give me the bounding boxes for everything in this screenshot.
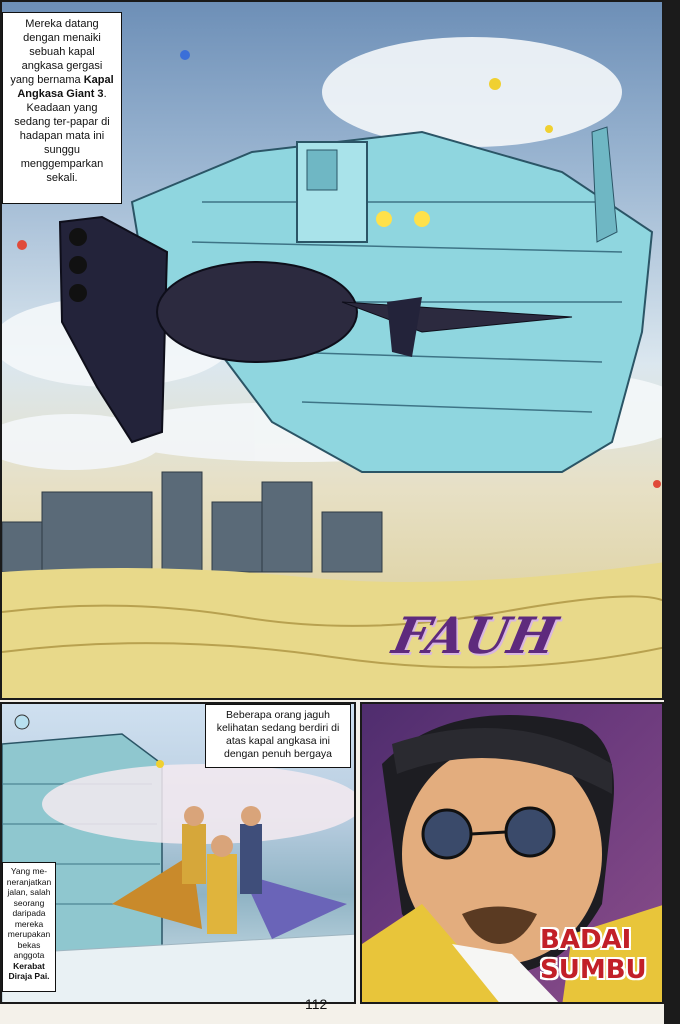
caption-leader-text: Yang me-neranjatkan jalan, salah seorang daripada mereka merupakan bekas anggota [6,866,52,960]
page-edge-shadow [664,0,680,1024]
caption-arrival-ship-name: Kapal Angkasa Giant 3 [17,74,114,100]
caption-leader [2,862,56,992]
caption-people: Beberapa orang jaguh kelihatan sedang berdiri di atas kapal angkasa ini dengan penuh bergaya [205,704,351,768]
caption-arrival [2,12,122,204]
caption-arrival-intro: Mereka datang dengan menaiki sebuah kapal angkasa gergasi yang bernama [10,18,103,86]
caption-leader-name: Kerabat Diraja Pai. [8,960,50,981]
page-number: 112 [305,996,328,1012]
city-skyline [2,472,382,572]
character-name-badge: BADAI SUMBU [540,925,647,985]
sound-effect-text: FAUH [387,606,563,665]
caption-arrival-rest: . Keadaan yang sedang ter-papar di hadapan mata ini sunggu menggemparkan sekali. [14,88,110,184]
